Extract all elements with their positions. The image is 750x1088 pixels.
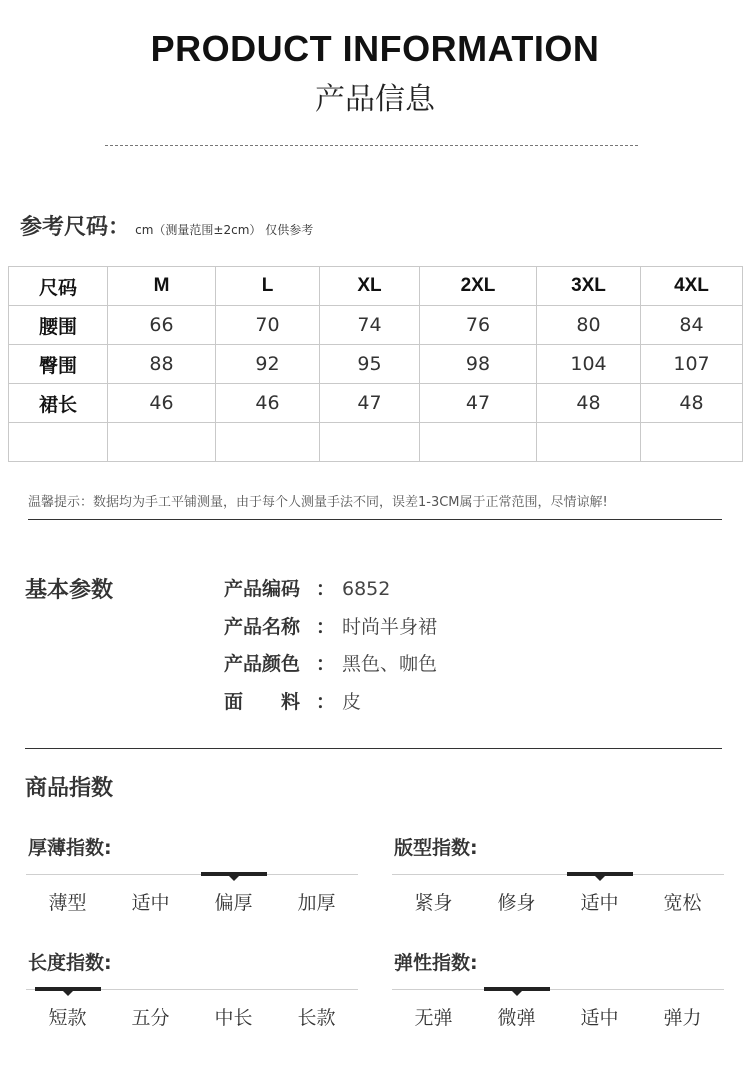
size-section-note: cm（测量范围±2cm） 仅供参考: [135, 223, 314, 237]
scale-option: 短款: [48, 1007, 87, 1029]
table-cell: 66: [108, 306, 216, 345]
scale-indicator: [201, 872, 267, 876]
table-cell: 88: [108, 345, 216, 384]
table-cell: 104: [537, 345, 641, 384]
table-cell: 47: [320, 384, 420, 423]
size-section-heading: [20, 210, 313, 241]
scale-option: 五分: [131, 1007, 170, 1029]
scale-option: 薄型: [48, 892, 87, 914]
size-header-4xl: 4XL: [641, 267, 743, 306]
scale-option: 适中: [131, 892, 170, 914]
size-header-xl: XL: [320, 267, 420, 306]
param-row-name: [224, 612, 437, 642]
table-cell: [320, 423, 420, 462]
scale-option: 微弹: [497, 1007, 536, 1029]
scale-label: 版型指数:: [394, 837, 478, 859]
table-cell: 95: [320, 345, 420, 384]
table-cell: 47: [420, 384, 537, 423]
param-row-color: [224, 649, 437, 679]
scale-option: 中长: [214, 1007, 253, 1029]
scale-option: 长款: [297, 1007, 336, 1029]
scale-label: 弹性指数:: [394, 952, 478, 974]
table-row: [9, 384, 743, 423]
size-section-colon: ：: [108, 215, 131, 240]
param-row-material: [224, 687, 361, 717]
scale-label: 长度指数:: [28, 952, 112, 974]
param-key: 产品颜色: [224, 653, 301, 675]
scale-option: 适中: [580, 892, 619, 914]
basic-params-title: 基本参数: [25, 578, 114, 603]
scale-option: 修身: [497, 892, 536, 914]
param-value: 6852: [342, 578, 391, 600]
table-cell: 46: [216, 384, 320, 423]
page-title-en: PRODUCT INFORMATION: [150, 28, 600, 69]
scale-option: 无弹: [414, 1007, 453, 1029]
scale-track: [392, 989, 724, 990]
tip-divider: [28, 519, 722, 520]
param-colon: ：: [316, 691, 336, 713]
param-value: 黑色、咖色: [342, 653, 438, 675]
table-row-empty: [9, 423, 743, 462]
scale-option: 偏厚: [214, 892, 253, 914]
table-cell: [537, 423, 641, 462]
param-key: 面 料: [224, 691, 301, 713]
scale-track: [392, 874, 724, 875]
table-cell: 46: [108, 384, 216, 423]
table-cell: [9, 423, 108, 462]
size-header-2xl: 2XL: [420, 267, 537, 306]
scale-label: 厚薄指数:: [28, 837, 112, 859]
size-header-l: L: [216, 267, 320, 306]
basic-divider: [25, 748, 722, 749]
table-cell: 48: [537, 384, 641, 423]
measurement-tip: 温馨提示：数据均为手工平铺测量，由于每个人测量手法不同，误差1-3CM属于正常范围，尽情谅解!: [28, 495, 608, 510]
scale-indicator: [567, 872, 633, 876]
table-cell: [420, 423, 537, 462]
table-cell: 74: [320, 306, 420, 345]
table-cell: 84: [641, 306, 743, 345]
size-section-title: 参考尺码: [20, 215, 109, 240]
size-table: [8, 266, 743, 462]
row-label-waist: 腰围: [9, 306, 108, 345]
scale-indicator: [35, 987, 101, 991]
table-cell: [108, 423, 216, 462]
scale-indicator: [484, 987, 550, 991]
scale-option: 适中: [580, 1007, 619, 1029]
table-row: [9, 345, 743, 384]
param-colon: ：: [316, 616, 336, 638]
param-key: 产品编码: [224, 578, 301, 600]
param-key: 产品名称: [224, 616, 301, 638]
product-index-title: 商品指数: [25, 776, 114, 801]
header-divider: [105, 145, 638, 146]
table-cell: 70: [216, 306, 320, 345]
size-table-header-row: [9, 267, 743, 306]
table-row: [9, 306, 743, 345]
scale-option: 宽松: [663, 892, 702, 914]
param-value: 皮: [342, 691, 362, 713]
scale-track: [26, 874, 358, 875]
scale-option: 弹力: [663, 1007, 702, 1029]
table-cell: 98: [420, 345, 537, 384]
param-row-code: [224, 574, 390, 604]
row-label-hip: 臀围: [9, 345, 108, 384]
size-header-m: M: [108, 267, 216, 306]
size-table-corner: 尺码: [9, 267, 108, 306]
table-cell: 48: [641, 384, 743, 423]
table-cell: 76: [420, 306, 537, 345]
table-cell: 92: [216, 345, 320, 384]
table-cell: [216, 423, 320, 462]
table-cell: 80: [537, 306, 641, 345]
table-cell: 107: [641, 345, 743, 384]
table-cell: [641, 423, 743, 462]
param-colon: ：: [316, 578, 336, 600]
size-header-3xl: 3XL: [537, 267, 641, 306]
page-title-cn: 产品信息: [315, 82, 435, 117]
scale-option: 紧身: [414, 892, 453, 914]
param-colon: ：: [316, 653, 336, 675]
row-label-skirt-length: 裙长: [9, 384, 108, 423]
scale-option: 加厚: [297, 892, 336, 914]
param-value: 时尚半身裙: [342, 616, 438, 638]
